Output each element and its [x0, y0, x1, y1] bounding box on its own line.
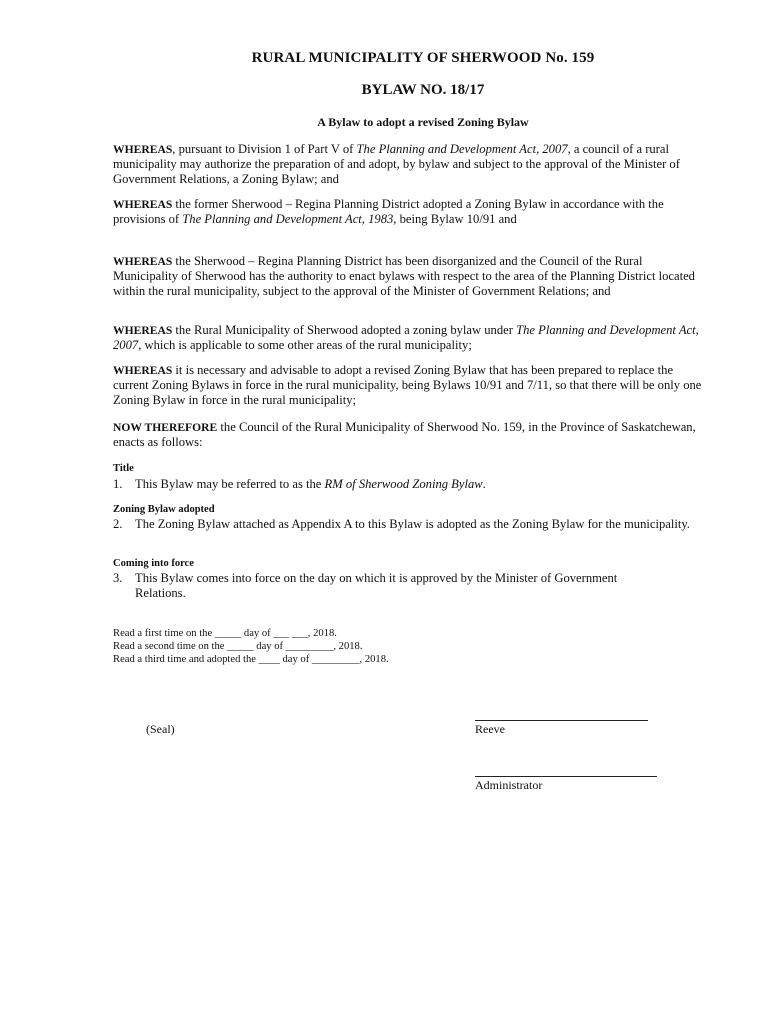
whereas-paragraph-1	[113, 142, 703, 187]
seal-label: (Seal)	[146, 722, 175, 736]
whereas-lead: WHEREAS	[113, 364, 173, 377]
section-text: The Zoning Bylaw attached as Appendix A to this Bylaw is adopted as the Zoning Bylaw for the municipality.	[135, 517, 690, 531]
bylaw-short-name: RM of Sherwood Zoning Bylaw	[324, 477, 483, 491]
first-reading: Read a first time on the _____ day of ___ ___, 2018.	[113, 628, 337, 639]
section-number: 2.	[113, 517, 123, 531]
whereas-lead: WHEREAS	[113, 198, 173, 211]
paragraph-text: , pursuant to Division 1 of Part V of	[172, 142, 357, 156]
bylaw-subtitle: A Bylaw to adopt a revised Zoning Bylaw	[317, 115, 529, 129]
administrator-signature-line	[475, 776, 657, 777]
bylaw-number: BYLAW NO. 18/17	[361, 82, 485, 98]
whereas-lead: WHEREAS	[113, 324, 173, 337]
paragraph-text: , being Bylaw 10/91 and	[393, 212, 517, 226]
section-1	[113, 477, 703, 492]
paragraph-text: the Rural Municipality of Sherwood adopted a zoning bylaw under	[172, 323, 517, 337]
municipality-title: RURAL MUNICIPALITY OF SHERWOOD No. 159	[251, 50, 595, 66]
section-2	[113, 517, 703, 532]
act-name: The Planning and Development Act, 2007	[113, 323, 699, 352]
whereas-paragraph-3	[113, 254, 703, 299]
reeve-label: Reeve	[475, 722, 505, 736]
act-name: The Planning and Development Act, 2007	[356, 142, 568, 156]
section-heading-zoning: Zoning Bylaw adopted	[113, 504, 215, 515]
paragraph-text: the Council of the Rural Municipality of Sherwood No. 159, in the Province of Saskatchewan, enacts as follows:	[113, 420, 696, 449]
section-number: 3.	[113, 571, 123, 585]
paragraph-text: the former Sherwood – Regina Planning District adopted a Zoning Bylaw in accordance with the provisions of	[113, 197, 664, 226]
paragraph-text: the Sherwood – Regina Planning District has been disorganized and the Council of the Rural Municipality of Sherwood has the authority to enact bylaws with respect to the area of the Planning District located within the rural municipality, subject to the approval of the Minister of Government Relations; and	[113, 254, 695, 298]
paragraph-text: , a council of a rural municipality may authorize the preparation of and adopt, by bylaw and subject to the approval of the Minister of Government Relations, a Zoning Bylaw; and	[113, 142, 680, 186]
section-text-part: .	[482, 477, 486, 491]
section-heading-title: Title	[113, 463, 134, 474]
act-name: The Planning and Development Act, 1983	[182, 212, 394, 226]
administrator-label: Administrator	[475, 778, 543, 792]
whereas-lead: WHEREAS	[113, 143, 173, 156]
paragraph-text: it is necessary and advisable to adopt a revised Zoning Bylaw that has been prepared to replace the current Zoning Bylaws in force in the rural municipality, being Bylaws 10/91 and 7/11, so that there will be only one Zoning Bylaw in force in the rural municipality;	[113, 363, 702, 407]
section-heading-coming-into-force: Coming into force	[113, 558, 194, 569]
reeve-signature-line	[475, 720, 648, 721]
section-text-part: This Bylaw may be referred to as the	[135, 477, 325, 491]
whereas-paragraph-2	[113, 197, 703, 227]
section-text	[135, 477, 700, 492]
third-reading: Read a third time and adopted the ____ day of _________, 2018.	[113, 654, 389, 665]
now-therefore-lead: NOW THEREFORE	[113, 421, 218, 434]
whereas-paragraph-5	[113, 363, 703, 408]
second-reading: Read a second time on the _____ day of _________, 2018.	[113, 641, 363, 652]
paragraph-text: , which is applicable to some other areas of the rural municipality;	[138, 338, 472, 352]
now-therefore-paragraph	[113, 420, 703, 450]
section-number: 1.	[113, 477, 123, 491]
section-3	[113, 571, 703, 601]
whereas-paragraph-4	[113, 323, 703, 353]
whereas-lead: WHEREAS	[113, 255, 173, 268]
section-text: This Bylaw comes into force on the day on which it is approved by the Minister of Government Relations.	[135, 571, 618, 600]
